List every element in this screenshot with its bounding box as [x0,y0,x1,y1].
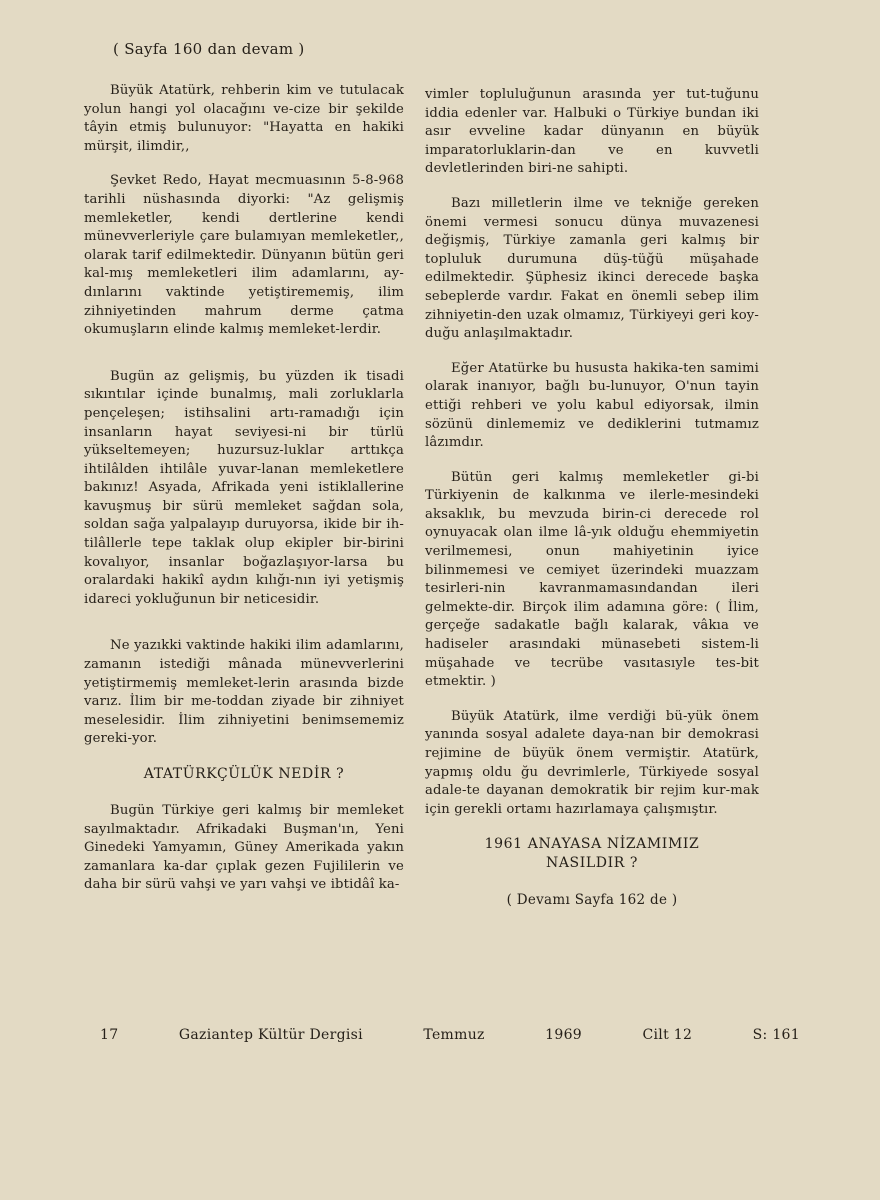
page-number: 17 [100,1027,119,1043]
issue-year: 1969 [545,1027,583,1043]
right-column [425,86,759,910]
continued-from-label: ( Sayfa 160 dan devam ) [113,40,305,58]
paragraph: Büyük Atatürk, ilme verdiği bü-yük önem yanında sosyal adalete daya-nan bir demokrasi rejimine de büyük önem vermiştir. Atatürk, yapmış oldu ğu devrimlerle, Türkiyede sosyal adale-te dayanan demokratik bir rejim kur-mak için gerekli ortamı hazırlamaya çalışmıştır. [425,708,759,817]
paragraph: Bazı milletlerin ilme ve tekniğe gereken önemi vermesi sonucu dünya muvazenesi değişmiş, Türkiye zamanla geri kalmış bir topluluk durumuna düş-tüğü müşahade edilmektedir. Şüphesiz ikinci derecede başka sebeplerde vardır. Fakat en önemli sebep ilim zihniyetin-den uzak olmamız, Türkiyeyi geri koy-duğu anlaşılmaktadır. [425,195,759,342]
paragraph: Bugün az gelişmiş, bu yüzden ik tisadi sıkıntılar içinde bunalmış, mali zorluklarla pençeleşen; istihsalini artı-ramadığı için insanların hayat seviyesi-ni bir türlü yükseltemeyen; huzursuz-luklar arttıkça ihtilâlden ihtilâle yuvar-lanan memleketlere bakınız! Asyada, Afrikada yeni istiklallerine kavuşmuş bir sürü memleket sağdan sola, soldan sağa yalpalayıp duruyorsa, ikide bir ih-tilâllerle tepe taklak olup ekipler bir-birini kovalıyor, insanlar boğazlaşıyor-larsa bu oralardaki hakikî aydın kılığı-nın iyi yetişmiş idareci yokluğunun bir neticesidir. [84,368,404,607]
left-column [84,82,404,911]
page-footer [100,1027,800,1043]
section-heading: 1961 ANAYASA NİZAMIMIZ NASILDIR ? [484,836,700,872]
paragraph: Ne yazıkki vaktinde hakiki ilim adamlarını, zamanın istediği mânada münevverlerini yetiştirmemiş memleket-lerin arasında bizde varız. İlim bir me-toddan ziyade bir zihniyet meselesidir. İlim zihniyetini benimsememiz gereki-yor. [84,638,404,747]
paragraph: Eğer Atatürke bu hususta hakika-ten samimi olarak inanıyor, bağlı bu-lunuyor, O'nun tayin ettiği rehberi ve yolu kabul ediyorsak, ilmin sözünü dinlememiz ve dediklerini tutmamız lâzımdır. [425,360,759,451]
section-heading: ATATÜRKÇÜLÜK NEDİR ? [143,766,345,782]
volume-label: Cilt 12 [642,1027,693,1043]
paragraph: vimler topluluğunun arasında yer tut-tuğunu iddia edenler var. Halbuki o Türkiye bundan iki asır evveline kadar dünyanın en büyük imparatorluklarin-dan ve en kuvvetli devletlerinden biri-ne sahipti. [425,87,759,177]
paragraph: Bütün geri kalmış memleketler gi-bi Türkiyenin de kalkınma ve ilerle-mesindeki aksaklık, bu mevzuda birin-ci derecede rol oynuyacak olan ilme lâ-yık olduğu ehemmiyetin verilmemesi, onun mahiyetinin iyice bilinmemesi ve cemiyet üzerindeki muazzam tesirleri-nin kavranmamasındandan ileri gelmekte-dir. Birçok ilim adamına göre: ( İlim, gerçeğe sadakatle bağlı kalarak, vâkıa ve hadiseler arasındaki münasebeti sistem-li müşahade ve tecrübe vasıtasıyle tes-bit etmektir. ) [425,469,759,690]
issue-month: Temmuz [423,1027,485,1043]
paragraph: Bugün Türkiye geri kalmış bir memleket sayılmaktadır. Afrikadaki Buşman'ın, Yeni Ginedeki Yamyamın, Güney Amerikada yakın zamanlara ka-dar çıplak gezen Fujililerin ve daha bir sürü vahşi ve yarı vahşi ve ibtidâî ka- [84,803,404,893]
continued-on-label: ( Devamı Sayfa 162 de ) [506,892,678,909]
journal-title: Gaziantep Kültür Dergisi [178,1027,363,1043]
paragraph: Büyük Atatürk, rehberin kim ve tutulacak yolun hangi yol olacağını ve-cize bir şekilde tâyin etmiş bulunuyor: "Hayatta en hakiki mürşit, ilimdir,, [84,83,404,154]
paragraph: Şevket Redo, Hayat mecmuasının 5-8-968 tarihli nüshasında diyorki: "Az gelişmiş memleketler, kendi dertlerine kendi münevverleriyle çare bulamıyan memleketler,, olarak tarif edilmektedir. Dünyanın bütün geri kal-mış memleketleri ilim adamlarını, ay-dınlarını vaktinde yetiştirememiş, ilim zihniyetinden mahrum derme çatma okumuşların elinde kalmış memleket-lerdir. [84,173,404,338]
issue-number: S: 161 [752,1027,800,1043]
